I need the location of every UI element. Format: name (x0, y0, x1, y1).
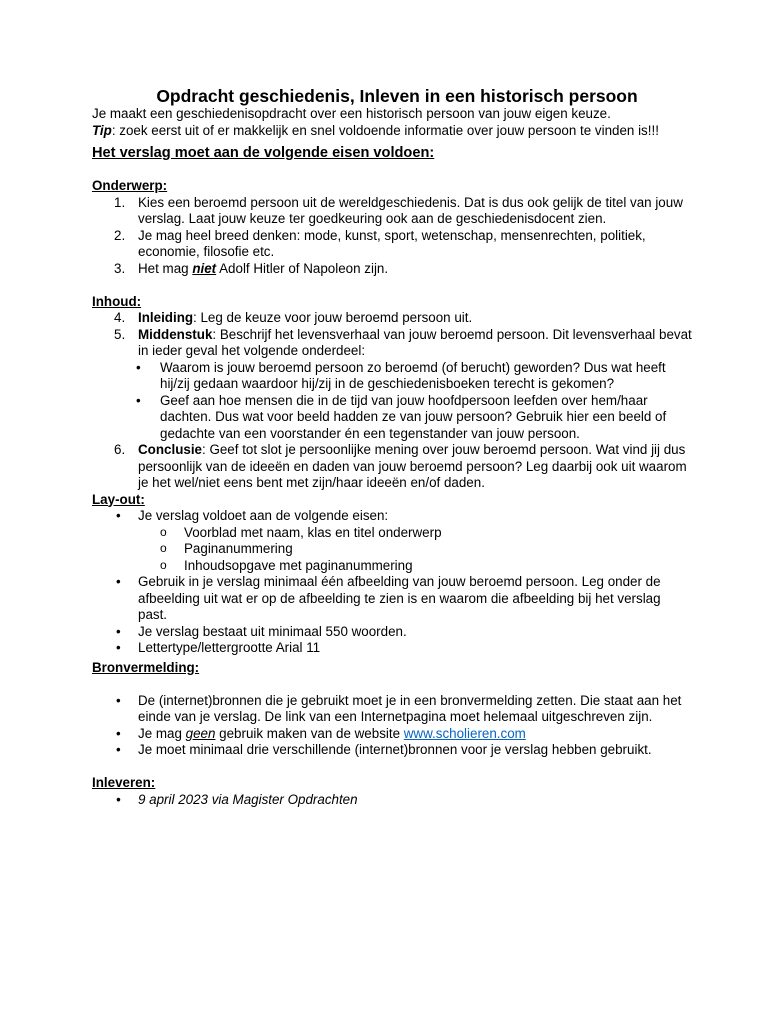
list-item-text: Kies een beroemd persoon uit de wereldgeschiedenis. Dat is dus ook gelijk de titel van jouw verslag. Laat jouw keuze ter goedkeuring ook aan de geschiedenisdocent zien. (138, 194, 683, 226)
list-item (92, 360, 692, 393)
list-item-text: Het mag (138, 260, 193, 276)
list-number: 2. (114, 227, 126, 243)
list-item (92, 558, 692, 575)
bullet-icon: • (116, 574, 121, 589)
intro-text: Je maakt een geschiedenisopdracht over een historisch persoon van jouw eigen keuze. (92, 106, 611, 121)
list-number: 3. (114, 260, 126, 276)
list-number: 6. (114, 442, 126, 457)
list-item (92, 261, 692, 278)
list-item-text: Lettertype/lettergrootte Arial 11 (138, 640, 321, 655)
list-item (92, 228, 692, 261)
list-number: 4. (114, 310, 126, 325)
document-page (92, 86, 692, 808)
list-item-text: Je mag heel breed denken: mode, kunst, sport, wetenschap, mensenrechten, politiek, economie, filosofie etc. (138, 227, 646, 259)
list-item (92, 393, 692, 443)
requirements-heading: Het verslag moet aan de volgende eisen voldoen: (92, 145, 435, 161)
list-item (92, 742, 692, 759)
list-item-label: Middenstuk (138, 326, 213, 342)
list-item (92, 640, 692, 657)
page-title: Opdracht geschiedenis, Inleven in een historisch persoon (156, 86, 638, 106)
bullet-icon: • (116, 640, 121, 655)
list-item-text: Adolf Hitler of Napoleon zijn. (216, 260, 389, 276)
scholieren-link[interactable]: www.scholieren.com (403, 725, 526, 741)
list-item-text: 9 april 2023 via Magister Opdrachten (138, 791, 358, 807)
sub-bullet-icon: o (160, 524, 167, 539)
layout-heading: Lay-out: (92, 491, 145, 507)
list-item-text: Gebruik in je verslag minimaal één afbeelding van jouw beroemd persoon. Leg onder de afbeelding uit wat er op de afbeelding te zien is en waarom die afbeelding bij het verslag past. (138, 574, 661, 622)
bullet-icon: • (136, 359, 141, 375)
list-item (92, 624, 692, 641)
list-item (92, 327, 692, 360)
list-item-text: Je verslag bestaat uit minimaal 550 woorden. (138, 623, 407, 639)
list-item (92, 195, 692, 228)
list-item (92, 508, 692, 525)
bullet-icon: • (116, 692, 121, 708)
list-number: 5. (114, 326, 126, 342)
bullet-icon: • (136, 392, 141, 408)
list-item-text: : Geef tot slot je persoonlijke mening over jouw beroemd persoon. Wat vind jij dus persoonlijk van de ideeën en daden van jouw beroemd persoon? Leg daarbij ook uit waarom je het wel/niet eens bent met zijn/haar ideeën en/of daden. (138, 442, 687, 490)
list-item (92, 442, 692, 492)
list-item-text: : Leg de keuze voor jouw beroemd persoon uit. (193, 310, 473, 325)
bullet-icon: • (116, 508, 121, 523)
tip-label: Tip (92, 122, 112, 138)
sub-bullet-icon: o (160, 541, 167, 555)
list-number: 1. (114, 194, 126, 210)
list-item (92, 574, 692, 624)
list-item-label: Inleiding (138, 310, 194, 325)
bronvermelding-heading: Bronvermelding: (92, 659, 200, 675)
bullet-icon: • (116, 742, 121, 757)
list-item-text: Voorblad met naam, klas en titel onderwerp (184, 524, 442, 540)
list-item-text: gebruik maken van de website (215, 725, 404, 741)
inleveren-heading: Inleveren: (92, 775, 156, 790)
list-item-label: Conclusie (138, 442, 202, 457)
list-item-text: Je mag (138, 725, 186, 741)
bullet-icon: • (116, 791, 121, 807)
list-item-text: : Beschrijf het levensverhaal van jouw beroemd persoon. Dit levensverhaal bevat in ieder geval het volgende onderdeel: (138, 326, 692, 358)
emphasis-text: geen (185, 725, 216, 741)
tip-text: : zoek eerst uit of er makkelijk en snel voldoende informatie over jouw persoon te vinden is!!! (111, 122, 659, 138)
list-item-text: Waarom is jouw beroemd persoon zo beroemd (of berucht) geworden? Dus wat heeft hij/zij gedaan waardoor hij/zij in de geschiedenisboeken terecht is gekomen? (160, 359, 666, 391)
list-item-text: Je verslag voldoet aan de volgende eisen: (138, 508, 389, 523)
list-item (92, 726, 692, 743)
list-item-text: Inhoudsopgave met paginanummering (184, 557, 413, 573)
list-item-text: Paginanummering (184, 541, 293, 556)
list-item (92, 693, 692, 726)
tip-paragraph (92, 123, 692, 140)
list-item (92, 792, 692, 809)
list-item-text: De (internet)bronnen die je gebruikt moet je in een bronvermelding zetten. Die staat aan het einde van je verslag. De link van een Internetpagina moet helemaal uitgeschreven zijn. (138, 692, 682, 724)
list-item (92, 541, 692, 558)
list-item-text: Geef aan hoe mensen die in de tijd van jouw hoofdpersoon leefden over hem/haar dachten. Dus wat voor beeld hadden ze van jouw persoon? Gebruik hier een beeld of gedachte van een voorstander én een tegenstander van jouw persoon. (160, 392, 667, 441)
inhoud-heading: Inhoud: (92, 293, 142, 309)
onderwerp-heading: Onderwerp: (92, 178, 168, 193)
bullet-icon: • (116, 725, 121, 741)
bullet-icon: • (116, 623, 121, 639)
list-item-text: Je moet minimaal drie verschillende (internet)bronnen voor je verslag hebben gebruikt. (138, 742, 652, 757)
list-item (92, 310, 692, 327)
sub-bullet-icon: o (160, 557, 167, 572)
emphasis-text: niet (192, 260, 217, 276)
list-item (92, 525, 692, 542)
